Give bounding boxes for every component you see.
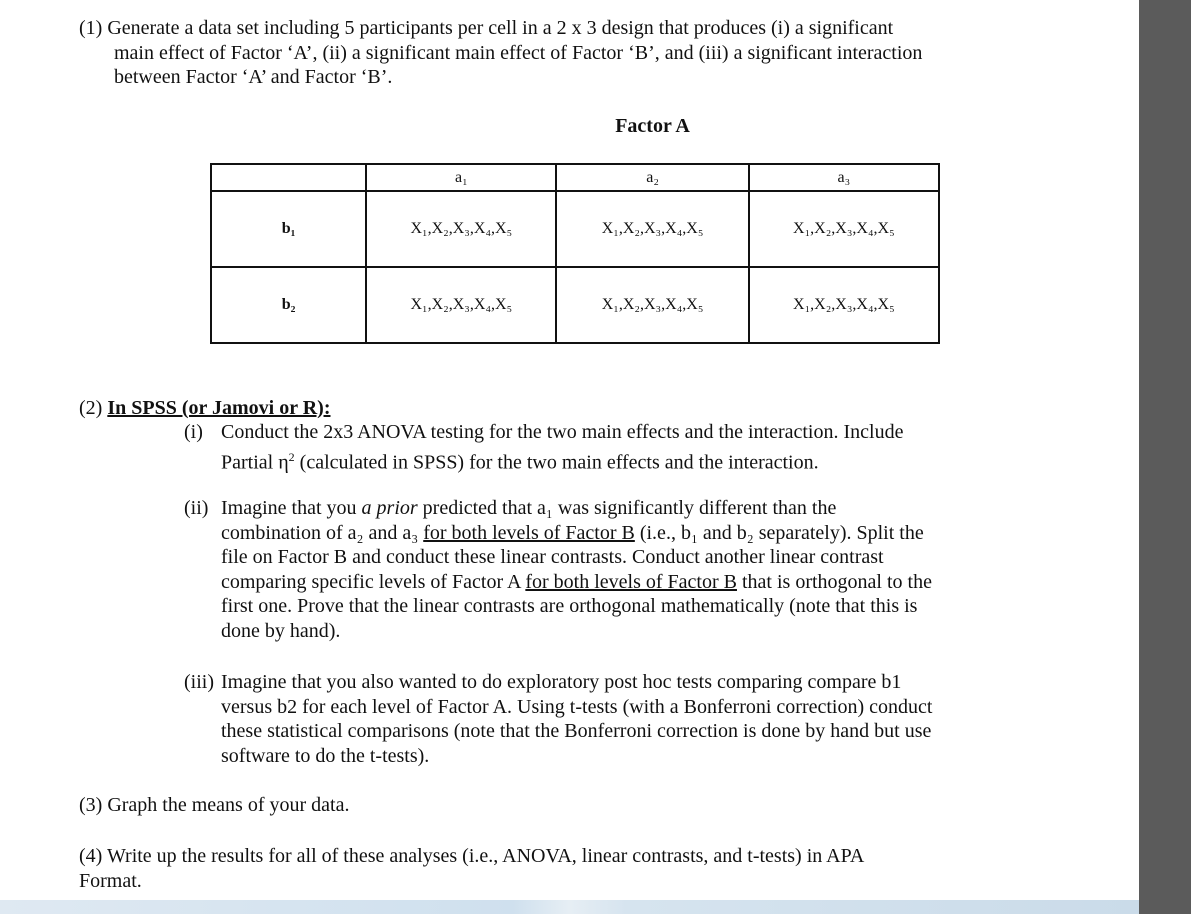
table-row xyxy=(211,191,939,267)
design-table xyxy=(210,163,940,344)
part-ii-line-3: file on Factor B and conduct these linear contrasts. Conduct another linear contrast xyxy=(221,546,884,568)
part-i-line-2-end: (calculated in SPSS) for the two main effects and the interaction. xyxy=(294,451,819,474)
question-2-prefix: (2) xyxy=(79,397,108,419)
part-iii-number: (iii) xyxy=(184,671,214,693)
column-header-a3: a₃ xyxy=(749,164,939,191)
row-label-b2: b₂ xyxy=(211,267,366,343)
question-2-part-iii xyxy=(184,670,1004,770)
table-cell: X₁,X₂,X₃,X₄,X₅ xyxy=(749,267,939,343)
table-cell: X₁,X₂,X₃,X₄,X₅ xyxy=(749,191,939,267)
question-1-line-2: main effect of Factor ‘A’, (ii) a significant main effect of Factor ‘B’, and (iii) a significant interaction xyxy=(114,41,923,64)
part-iii-line-1: Imagine that you also wanted to do exploratory post hoc tests comparing compare b1 xyxy=(221,671,902,693)
question-3: (3) Graph the means of your data. xyxy=(79,794,350,816)
part-iii-line-2: versus b2 for each level of Factor A. Using t-tests (with a Bonferroni correction) conduct xyxy=(221,695,933,718)
question-4-line-2: Format. xyxy=(79,869,142,892)
design-table-header-row xyxy=(211,164,939,191)
column-header-a2: a₂ xyxy=(556,164,748,191)
part-ii-text xyxy=(221,496,1001,643)
viewer-background-gutter xyxy=(1139,0,1191,914)
part-ii-line-1-end: predicted that a₁ was significantly different than the xyxy=(417,497,837,519)
part-i-line-1: Conduct the 2x3 ANOVA testing for the two main effects and the interaction. Include xyxy=(221,421,904,443)
question-2-software-heading: In SPSS (or Jamovi or R): xyxy=(107,397,331,419)
column-header-a1: a₁ xyxy=(366,164,556,191)
table-cell: X₁,X₂,X₃,X₄,X₅ xyxy=(366,267,556,343)
part-ii-line-6: done by hand). xyxy=(221,619,341,642)
design-table-corner-cell xyxy=(211,164,366,191)
a-prior-emphasis: a prior xyxy=(361,497,418,519)
bottom-taskbar-strip xyxy=(0,900,1139,914)
question-1-line-1: (1) Generate a data set including 5 participants per cell in a 2 x 3 design that produces (i) a significant xyxy=(79,17,894,39)
table-cell: X₁,X₂,X₃,X₄,X₅ xyxy=(366,191,556,267)
row-label-b1: b₁ xyxy=(211,191,366,267)
factor-a-title: Factor A xyxy=(615,115,690,137)
question-2-part-i xyxy=(184,420,1004,474)
part-ii-line-5: first one. Prove that the linear contrasts are orthogonal mathematically (note that this is xyxy=(221,595,918,617)
question-4 xyxy=(79,844,959,893)
part-i-text xyxy=(221,420,1001,475)
part-ii-line-2-start: combination of a₂ and a₃ xyxy=(221,521,424,544)
part-i-line-2-start: Partial η xyxy=(221,451,289,474)
part-ii-line-1-start: Imagine that you xyxy=(221,497,362,519)
both-levels-factor-b-underline: for both levels of Factor B xyxy=(423,521,635,544)
part-iii-line-3: these statistical comparisons (note that the Bonferroni correction is done by hand but use xyxy=(221,720,932,742)
question-2-part-ii xyxy=(184,496,1004,646)
question-2-heading xyxy=(79,396,331,421)
question-4-line-1: (4) Write up the results for all of these analyses (i.e., ANOVA, linear contrasts, and t-tests) in APA xyxy=(79,845,865,867)
part-ii-number: (ii) xyxy=(184,497,209,519)
table-row xyxy=(211,267,939,343)
eta-squared-superscript: 2 xyxy=(288,449,295,464)
part-ii-line-4-end: that is orthogonal to the xyxy=(736,570,932,593)
question-1 xyxy=(79,16,1019,90)
table-cell: X₁,X₂,X₃,X₄,X₅ xyxy=(556,191,748,267)
part-iii-text xyxy=(221,670,1001,768)
part-i-number: (i) xyxy=(184,421,203,443)
table-cell: X₁,X₂,X₃,X₄,X₅ xyxy=(556,267,748,343)
both-levels-factor-b-underline: for both levels of Factor B xyxy=(525,570,737,593)
part-ii-line-2-end: (i.e., b₁ and b₂ separately). Split the xyxy=(634,521,924,544)
part-ii-line-4-start: comparing specific levels of Factor A xyxy=(221,570,526,593)
part-iii-line-4: software to do the t-tests). xyxy=(221,744,430,767)
question-1-line-3: between Factor ‘A’ and Factor ‘B’. xyxy=(114,66,393,88)
